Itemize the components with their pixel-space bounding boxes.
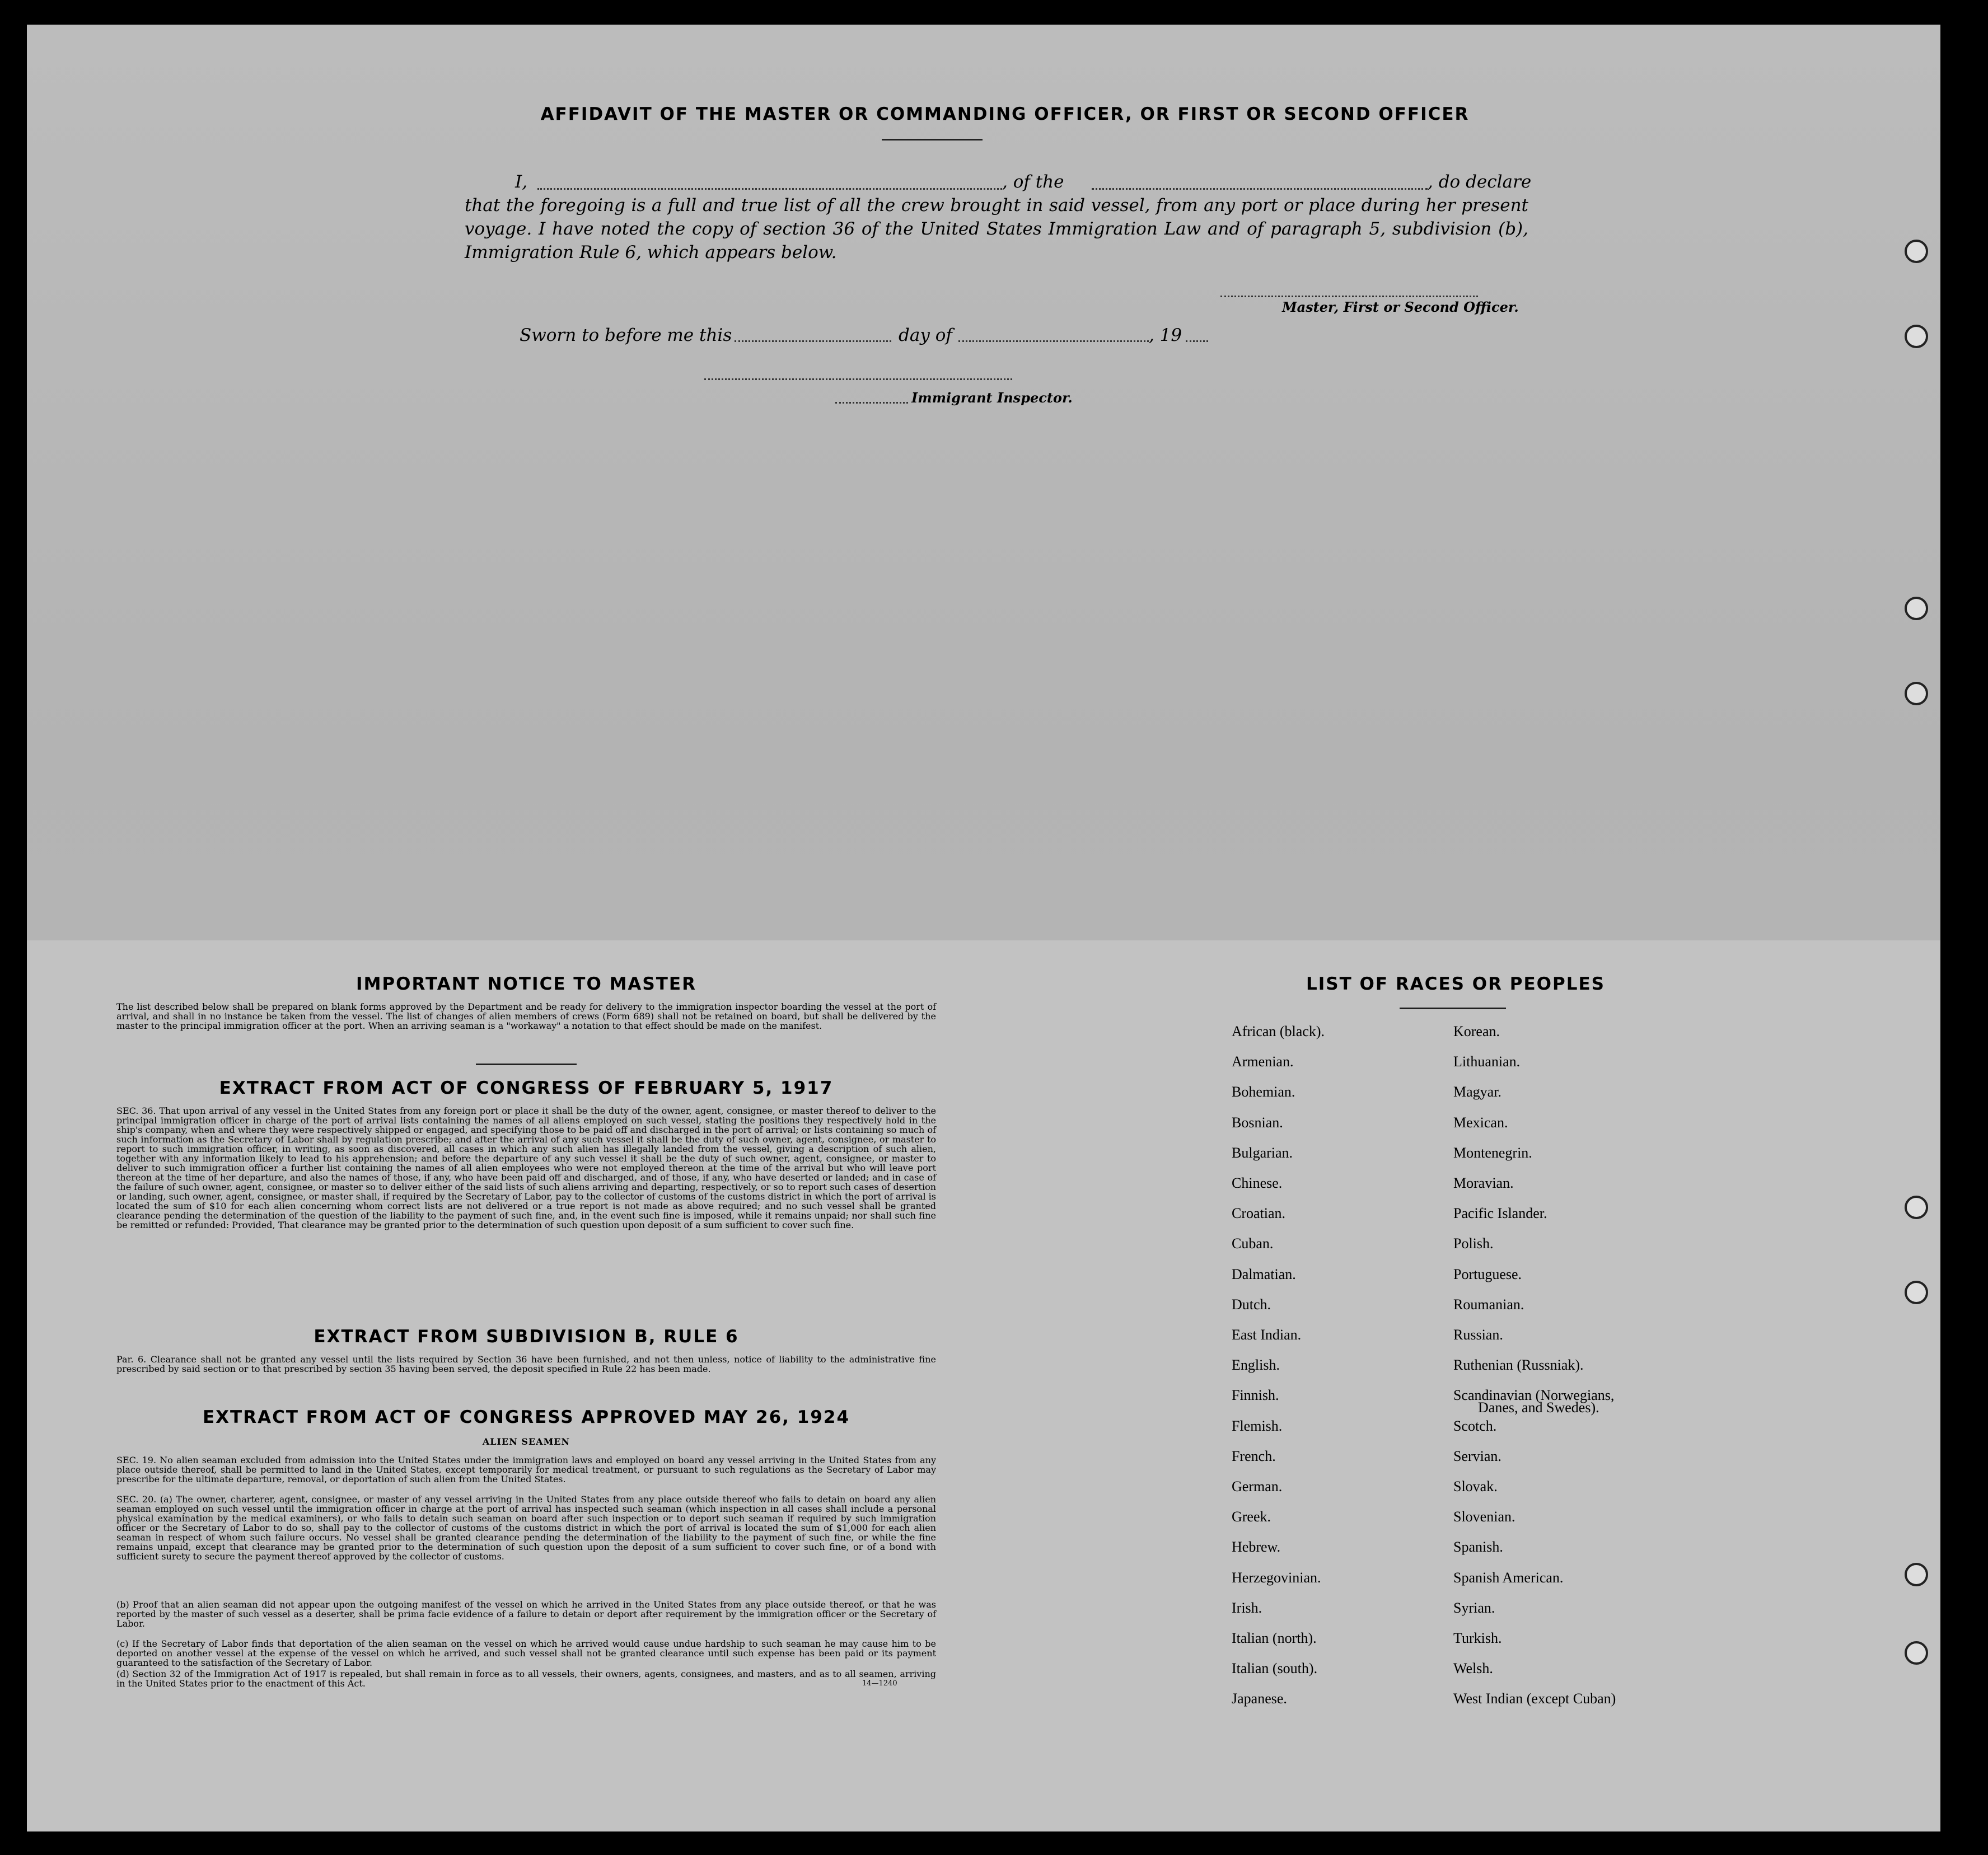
race-item: Turkish. — [1453, 1630, 1502, 1646]
extract-1924-sec20a: SEC. 20. (a) The owner, charterer, agent, consignee, or master of any vessel arriving in the United States from any place outside thereof who fails to detain on board any alien seaman employed on such vessel until the immigration officer in charge at the port of arrival has inspected such seaman (which inspection in all cases shall include a personal physical examination by the medical examiners), or who fails to detain such seaman on board after such inspection or to deport such seaman if required by such immigration officer or the Secretary of Labor to do so, shall pay to the collector of customs of the customs district in which the port of arrival is located the sum of $1,000 for each alien seaman in respect of whom such failure occurs. No vessel shall be granted clearance pending the determination of the liability to the payment of such fine, or while the fine remains unpaid, except that clearance may be granted prior to the determination of such question upon the deposit of a sum sufficient to cover such fine, or of a bond with sufficient surety to secure the payment thereof approved by the collector of customs. — [116, 1494, 936, 1562]
notice-divider — [476, 1064, 577, 1065]
affidavit-body: that the foregoing is a full and true list of all the crew brought in said vessel, from any port or place during her present voyage. I have noted the copy of section 36 of the United States Immigration Law and of paragraph 5, subdivision (b), Immigration Rule 6, which appears below. — [465, 195, 1528, 263]
extract-1924-sec20c: (c) If the Secretary of Labor finds that deportation of the alien seaman on the vessel on which he arrived would cause undue hardship to such seaman he may cause him to be deported on another vessel at the expense of the vessel on which he arrived, and such vessel shall not be granted clearance until such expense has been paid or its payment guaranteed to the satisfaction of the Secretary of Labor. — [116, 1638, 936, 1668]
inspector-signature-line-2 — [835, 402, 908, 404]
race-item: German. — [1232, 1478, 1283, 1495]
extract-1924-subtitle: ALIEN SEAMEN — [482, 1436, 570, 1447]
races-divider — [1400, 1008, 1506, 1009]
race-item: Korean. — [1453, 1023, 1500, 1039]
race-item: Polish. — [1453, 1235, 1494, 1252]
race-item: English. — [1232, 1357, 1280, 1374]
affidavit-do-declare: , do declare — [1428, 172, 1532, 192]
affidavit-title: AFFIDAVIT OF THE MASTER OR COMMANDING OFFICER, OR FIRST OR SECOND OFFICER — [540, 104, 1470, 124]
title-divider — [882, 139, 983, 140]
race-item: Pacific Islander. — [1453, 1205, 1547, 1222]
race-item: Mexican. — [1453, 1114, 1508, 1131]
sworn-month-field[interactable] — [958, 340, 1149, 342]
race-item: Flemish. — [1232, 1417, 1283, 1434]
sworn-year-field[interactable] — [1186, 340, 1208, 342]
race-item: Montenegrin. — [1453, 1144, 1532, 1161]
race-item: Cuban. — [1232, 1235, 1274, 1252]
extract-1917-body: SEC. 36. That upon arrival of any vessel in the United States from any foreign port or place it shall be the duty of the owner, agent, consignee, or master thereof to deliver to the principal immigration officer in charge of the port of arrival lists containing the names of all aliens employed on such vessel, stating the positions they respectively hold in the ship's company, when and where they were respectively shipped or engaged, and specifying those to be paid off and discharged in the port of arrival; or lists containing so much of such information as the Secretary of Labor shall by regulation prescribe; and after the arrival of any such vessel it shall be the duty of such owner, agent, consignee, or master to report to such immigration officer, in writing, as soon as discovered, all cases in which any such alien has illegally landed from the vessel, giving a description of such alien, together with any information likely to lead to his apprehension; and before the departure of any such vessel it shall be the duty of such owner, agent, consignee, or master to deliver to such immigration officer a further list containing the names of all alien employees who were not employed thereon at the time of the arrival but who will leave port thereon at the time of her departure, and also the names of those, if any, who have been paid off and discharged, and of those, if any, who have deserted or landed; and in case of the failure of such owner, agent, consignee, or master so to deliver either of the said lists of such aliens arriving and departing, respectively, or so to report such cases of desertion or landing, such owner, agent, consignee, or master shall, if required by the Secretary of Labor, pay to the collector of customs of the customs district in which the port of arrival is located the sum of $10 for each alien concerning whom correct lists are not delivered or a true report is not made as above required; and no such vessel shall be granted clearance pending the determination of the question of the liability to the payment of such fine, and, in the event such fine is imposed, while it remains unpaid; nor shall such fine be remitted or refunded: Provided, That clearance may be granted prior to the determination of such question upon deposit of a sum sufficient to cover such fine. — [116, 1105, 936, 1230]
binder-hole — [1905, 1563, 1928, 1586]
sworn-prefix: Sworn to before me this — [520, 325, 732, 345]
extract-1924-sec19: SEC. 19. No alien seaman excluded from admission into the United States under the immigration laws and employed on board any vessel arriving in the United States from any place outside thereof, shall be permitted to land in the United States, except temporarily for medical treatment, or pursuant to such regulations as the Secretary of Labor may prescribe for the ultimate departure, removal, or deportation of such alien from the United States. — [116, 1455, 936, 1484]
race-item: Danes, and Swedes). — [1478, 1399, 1599, 1416]
binder-hole — [1905, 1281, 1928, 1304]
race-item: Irish. — [1232, 1599, 1262, 1616]
race-item: Roumanian. — [1453, 1296, 1524, 1313]
affidavit-of-the: , of the — [1002, 172, 1064, 192]
inspector-signature-line[interactable] — [704, 378, 1012, 380]
binder-hole — [1905, 325, 1928, 348]
binder-hole — [1905, 240, 1928, 263]
race-item: Bohemian. — [1232, 1084, 1295, 1100]
binder-hole — [1905, 1641, 1928, 1665]
race-item: Russian. — [1453, 1327, 1503, 1343]
race-item: Slovenian. — [1453, 1509, 1515, 1525]
race-item: Italian (south). — [1232, 1660, 1318, 1677]
notice-title: IMPORTANT NOTICE TO MASTER — [356, 974, 696, 994]
extract-1924-title: EXTRACT FROM ACT OF CONGRESS APPROVED MAY 26, 1924 — [202, 1407, 850, 1427]
races-title: LIST OF RACES OR PEOPLES — [1306, 974, 1606, 994]
race-item: Lithuanian. — [1453, 1053, 1521, 1070]
document-lower-panel — [27, 940, 1940, 1831]
race-item: Bulgarian. — [1232, 1144, 1293, 1161]
race-item: Croatian. — [1232, 1205, 1286, 1222]
race-item: Herzegovinian. — [1232, 1569, 1321, 1586]
race-item: Spanish American. — [1453, 1569, 1564, 1586]
race-item: Ruthenian (Russniak). — [1453, 1357, 1584, 1374]
race-item: French. — [1232, 1448, 1276, 1464]
extract-1917-title: EXTRACT FROM ACT OF CONGRESS OF FEBRUARY 5, 1917 — [219, 1078, 834, 1098]
race-item: Greek. — [1232, 1509, 1271, 1525]
race-item: Dutch. — [1232, 1296, 1271, 1313]
master-name-field[interactable] — [537, 188, 1002, 190]
race-item: Japanese. — [1232, 1690, 1287, 1707]
vessel-name-field[interactable] — [1092, 188, 1428, 190]
race-item: Hebrew. — [1232, 1539, 1281, 1556]
race-item: Syrian. — [1453, 1599, 1495, 1616]
race-item: Welsh. — [1453, 1660, 1493, 1677]
sworn-day-of: day of — [899, 325, 952, 345]
extract-1924-sec20d: (d) Section 32 of the Immigration Act of 1917 is repealed, but shall remain in force as to all vessels, their owners, agents, consignees, and masters, and as to all seamen, arriving in the United States prior to the enactment of this Act. — [116, 1669, 936, 1689]
binder-hole — [1905, 682, 1928, 705]
race-item: Armenian. — [1232, 1053, 1294, 1070]
signature-label: Master, First or Second Officer. — [1282, 299, 1519, 315]
affidavit-i: I, — [515, 172, 528, 192]
race-item: Italian (north). — [1232, 1630, 1317, 1646]
race-item: Finnish. — [1232, 1387, 1279, 1404]
sworn-year: , 19 — [1149, 325, 1182, 345]
binder-hole — [1905, 1196, 1928, 1219]
race-item: Servian. — [1453, 1448, 1501, 1464]
binder-hole — [1905, 597, 1928, 620]
extract-1924-sec20b: (b) Proof that an alien seaman did not appear upon the outgoing manifest of the vessel on which he arrived in the United States from any place outside thereof, or that he was reported by the master of such vessel as a deserter, shall be prima facie evidence of a failure to detain or deport after requirement by the immigration officer or the Secretary of Labor. — [116, 1599, 936, 1629]
signature-line[interactable] — [1220, 296, 1478, 297]
extract-rule6-title: EXTRACT FROM SUBDIVISION B, RULE 6 — [314, 1327, 739, 1347]
race-item: African (black). — [1232, 1023, 1325, 1039]
race-item: Chinese. — [1232, 1175, 1283, 1191]
race-item: West Indian (except Cuban) — [1453, 1690, 1616, 1707]
form-number: 14—1240 — [862, 1679, 897, 1688]
race-item: Scandinavian (Norwegians, — [1453, 1387, 1615, 1404]
sworn-day-field[interactable] — [735, 340, 891, 342]
race-item: East Indian. — [1232, 1327, 1302, 1343]
race-item: Magyar. — [1453, 1084, 1501, 1100]
race-item: Bosnian. — [1232, 1114, 1283, 1131]
race-item: Moravian. — [1453, 1175, 1514, 1191]
race-item: Dalmatian. — [1232, 1266, 1296, 1282]
race-item: Portuguese. — [1453, 1266, 1522, 1282]
race-item: Slovak. — [1453, 1478, 1498, 1495]
extract-rule6-body: Par. 6. Clearance shall not be granted any vessel until the lists required by Section 36 have been furnished, and not then unless, notice of liability to the administrative fine prescribed by said section or to that prescribed by section 35 having been served, the deposit specified in Rule 22 has been made. — [116, 1354, 936, 1374]
notice-body: The list described below shall be prepared on blank forms approved by the Department and be ready for delivery to the immigration inspector boarding the vessel at the port of arrival, and shall in no instance be taken from the vessel. The list of changes of alien members of crews (Form 689) shall not be retained on board, but shall be delivered by the master to the principal immigration officer at the port. When an arriving seaman is a "workaway" a notation to that effect should be made on the manifest. — [116, 1001, 936, 1031]
race-item: Scotch. — [1453, 1417, 1497, 1434]
inspector-label: Immigrant Inspector. — [911, 390, 1073, 406]
race-item: Spanish. — [1453, 1539, 1503, 1556]
